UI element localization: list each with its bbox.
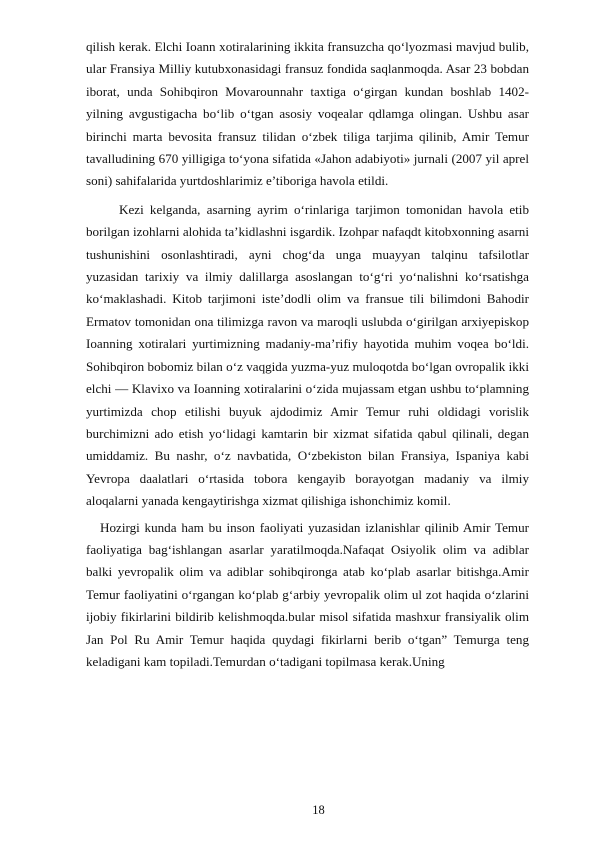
paragraph-2: Kezi kelganda, asarning ayrim o‘rinlariga tarjimon tomonidan havola etib borilgan izohlarni alohida ta’kidlashni isgardik. Izohpar nafaqdt kitobxonning asarni tushunishini osonlashtiradi, ayni chog‘da unga muayyan talqinu tafsilotlar yuzasidan tarixiy va ilmiy dalillarga asoslangan to‘g‘ri yo‘nalishni ko‘rsatishga ko‘maklashadi. Kitob tarjimoni iste’dodli olim va fransue tili bilimdoni Bahodir Ermatov tomonidan ona tilimizga ravon va maroqli uslubda o‘girilgan arxiyepiskop Ioanning xotiralari yurtimizning madaniy-ma’rifiy hayotida muhim voqea bo‘ldi. Sohibqiron bobomiz bilan o‘z vaqgida yuzma-yuz muloqotda bo‘lgan ovropalik ikki elchi — Klavixo va Ioanning xotiralarini o‘zida mujassam etgan ushbu to‘plamning yurtimizda chop etilishi buyuk ajdodimiz Amir Temur ruhi oldidagi vorislik burchimizni ado etish yo‘lidagi kamtarin bir xizmat sifatida qabul qilinali, degan umiddamiz. Bu nashr, o‘z navbatida, O‘zbekiston bilan Fransiya, Ispaniya kabi Yevropa daalatlari o‘rtasida tobora kengayib borayotgan madaniy va ilmiy aloqalarni yanada kengaytirishga xizmat qilishiga ishonchimiz komil. [86, 201, 529, 509]
page-number: 18 [312, 803, 325, 817]
document-page [86, 36, 529, 673]
paragraph-3: Hozirgi kunda ham bu inson faoliyati yuzasidan izlanishlar qilinib Amir Temur faoliyatiga bag‘ishlangan asarlar yaratilmoqda.Nafaqat Osiyolik olim va adiblar balki yevropalik olim va adiblar sohibqironga atab ko‘plab asarlar bitishga.Amir Temur faoliyatini o‘rgangan ko‘plab g‘arbiy yevropalik olim ul zot haqida o‘zlarini ijobiy fikirlarini bildirib kelishmoqda.bular misol sifatida mashxur fransiyalik olim Jan Pol Ru Amir Temur haqida quydagi fikirlarni berib o‘tgan” Temurga teng keladigani kam topiladi.Temurdan o‘tadigani topilmasa kerak.Uning [86, 519, 529, 669]
paragraph-1: qilish kerak. Elchi Ioann xotiralarining ikkita fransuzcha qo‘lyozmasi mavjud bulib, ular Fransiya Milliy kutubxonasidagi fransuz fondida saqlanmoqda. Asar 23 bobdan iborat, unda Sohibqiron Movarounnahr taxtiga o‘girgan kundan boshlab 1402-yilning avgustigacha bo‘lib o‘tgan asosiy voqealar qdlamga olingan. Ushbu asar birinchi marta bevosita fransuz tilidan o‘zbek tiliga tarjima qilinib, Amir Temur tavalludining 670 yilligiga to‘yona sifatida «Jahon adabiyoti» jurnali (2007 yil aprel soni) sahifalarida yurtdoshlarimiz e’tiboriga havola etildi. [86, 39, 529, 189]
